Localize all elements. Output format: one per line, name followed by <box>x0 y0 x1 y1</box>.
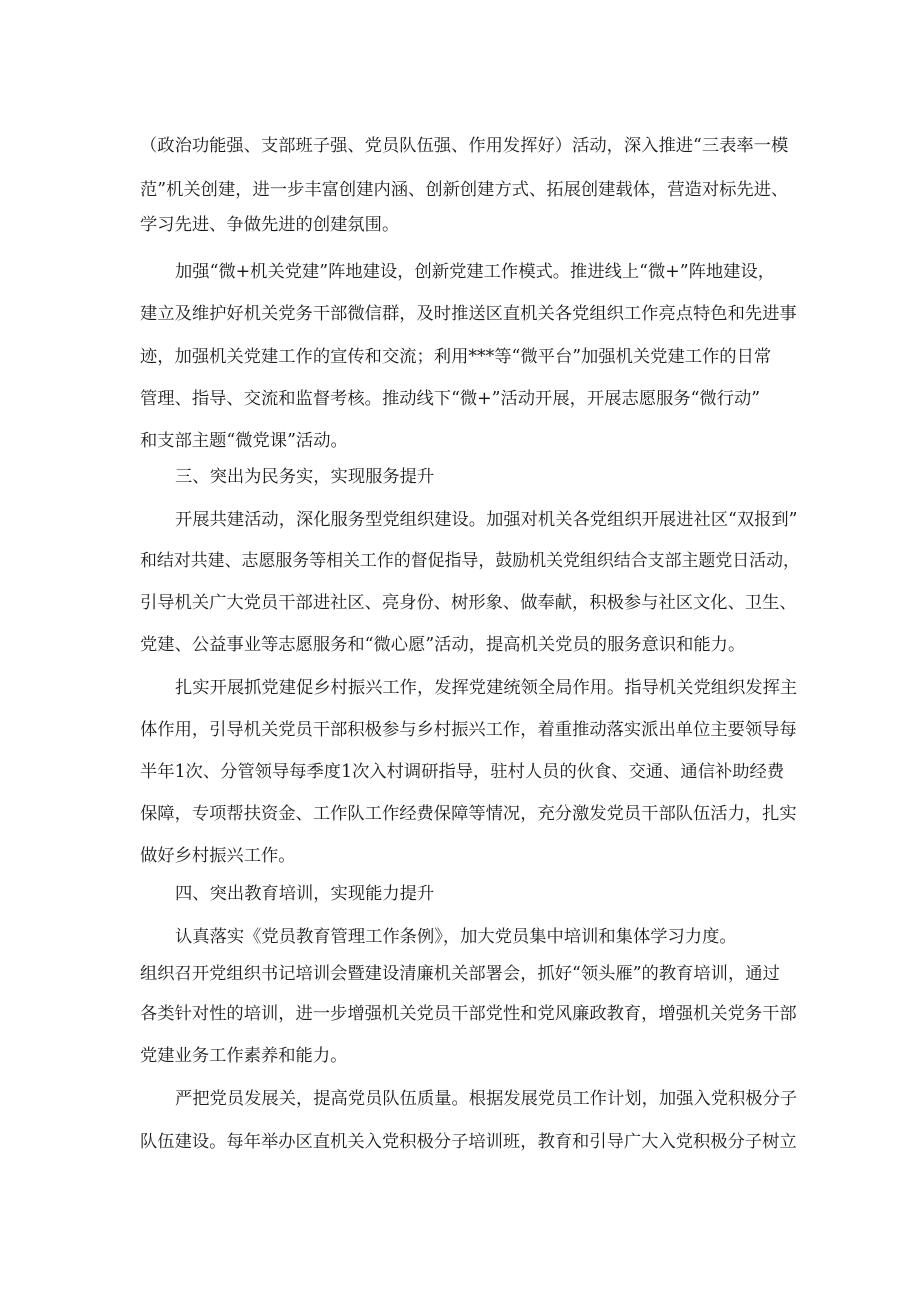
text-line <box>0 126 920 166</box>
line-text: 队伍建设。每年举办区直机关入党积极分子培训班，教育和引导广大入党积极分子树立 <box>140 1132 797 1152</box>
text-line <box>0 917 920 957</box>
line-text: 党建业务工作素养和能力。 <box>140 1046 348 1066</box>
line-text: （政治功能强、支部班子强、党员队伍强、作用发挥好）活动，深入推进“三表率一模 <box>140 136 789 156</box>
text-line <box>0 379 920 419</box>
line-text: 引导机关广大党员干部进社区、亮身份、树形象、做奉献，积极参与社区文化、卫生、 <box>140 593 797 613</box>
text-line <box>0 252 920 292</box>
text-line <box>0 752 920 792</box>
text-line <box>0 836 920 876</box>
heading-text: 三、突出为民务实，实现服务提升 <box>175 467 435 487</box>
section-heading <box>0 457 920 497</box>
text-line <box>0 668 920 708</box>
text-line <box>0 954 920 994</box>
text-line <box>0 583 920 623</box>
line-text: 保障，专项帮扶资金、工作队工作经费保障等情况，充分激发党员干部队伍活力，扎实 <box>140 804 797 824</box>
line-text: 开展共建活动，深化服务型党组织建设。加强对机关各党组织开展进社区“双报到” <box>175 510 798 530</box>
text-line <box>0 625 920 665</box>
text-line <box>0 294 920 334</box>
line-text: 加强“微+机关党建”阵地建设，创新党建工作模式。推进线上“微+”阵地建设， <box>175 262 776 282</box>
line-text: 迹，加强机关党建工作的宣传和交流；利用***等“微平台”加强机关党建工作的日常 <box>140 347 772 367</box>
text-line <box>0 500 920 540</box>
line-text: 半年1次、分管领导每季度1次入村调研指导，驻村人员的伙食、交通、通信补助经费 <box>140 762 785 782</box>
section-heading <box>0 874 920 914</box>
text-line <box>0 794 920 834</box>
text-line <box>0 994 920 1034</box>
text-line <box>0 1079 920 1119</box>
text-line <box>0 710 920 750</box>
line-text: 体作用，引导机关党员干部积极参与乡村振兴工作，着重推动落实派出单位主要领导每 <box>140 720 797 740</box>
text-line <box>0 170 920 210</box>
line-text: 管理、指导、交流和监督考核。推动线下“微+”活动开展，开展志愿服务“微行动” <box>140 389 761 409</box>
line-text: 和支部主题“微党课”活动。 <box>140 431 348 451</box>
text-line <box>0 421 920 461</box>
line-text: 各类针对性的培训，进一步增强机关党员干部党性和党风廉政教育，增强机关党务干部 <box>140 1004 797 1024</box>
line-text: 组织召开党组织书记培训会暨建设清廉机关部署会，抓好“领头雁”的教育培训，通过 <box>140 964 780 984</box>
line-text: 学习先进、争做先进的创建氛围。 <box>140 215 400 235</box>
line-text: 认真落实《党员教育管理工作条例》，加大党员集中培训和集体学习力度。 <box>175 927 737 947</box>
line-text: 做好乡村振兴工作。 <box>140 846 296 866</box>
line-text: 扎实开展抓党建促乡村振兴工作，发挥党建统领全局作用。指导机关党组织发挥主 <box>175 678 798 698</box>
line-text: 建立及维护好机关党务干部微信群，及时推送区直机关各党组织工作亮点特色和先进事 <box>140 304 797 324</box>
text-line <box>0 205 920 245</box>
line-text: 范”机关创建，进一步丰富创建内涵、创新创建方式、拓展创建载体，营造对标先进、 <box>140 180 789 200</box>
text-line <box>0 541 920 581</box>
line-text: 严把党员发展关，提高党员队伍质量。根据发展党员工作计划，加强入党积极分子 <box>175 1089 798 1109</box>
line-text: 和结对共建、志愿服务等相关工作的督促指导，鼓励机关党组织结合支部主题党日活动， <box>140 551 800 571</box>
line-text: 党建、公益事业等志愿服务和“微心愿”活动，提高机关党员的服务意识和能力。 <box>140 635 746 655</box>
heading-text: 四、突出教育培训，实现能力提升 <box>175 884 435 904</box>
text-line <box>0 1036 920 1076</box>
text-line <box>0 337 920 377</box>
text-line <box>0 1122 920 1162</box>
